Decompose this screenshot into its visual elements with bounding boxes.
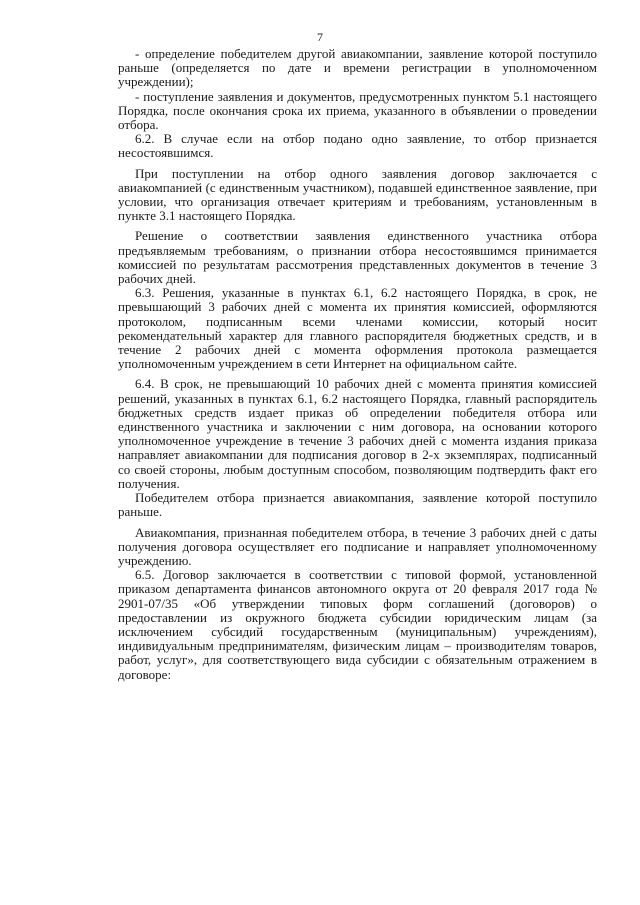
paragraph: - определение победителем другой авиакомпании, заявление которой поступило раньше (определяется по дате и времени регистрации в уполномоченном учреждении); (118, 46, 597, 90)
paragraph: При поступлении на отбор одного заявления договор заключается с авиакомпанией (с единственным участником), подавшей единственное заявление, при условии, что организация отвечает критериям и требованиям, установленным в пункте 3.1 настоящего Порядка. (118, 165, 597, 224)
document-body (118, 47, 597, 682)
paragraph: Авиакомпания, признанная победителем отбора, в течение 3 рабочих дней с даты получения договора осуществляет его подписание и направляет уполномоченному учреждению. (118, 524, 597, 568)
paragraph: Победителем отбора признается авиакомпания, заявление которой поступило раньше. (118, 490, 597, 520)
paragraph: Решение о соответствии заявления единственного участника отбора предъявляемым требованиям, о признании отбора несостоявшимся принимается комиссией по результатам рассмотрения представленных документов в течение 3 рабочих дней. (118, 228, 597, 287)
paragraph: 6.2. В случае если на отбор подано одно заявление, то отбор признается несостоявшимся. (118, 131, 597, 161)
paragraph: 6.4. В срок, не превышающий 10 рабочих дней с момента принятия комиссией решений, указанных в пунктах 6.1, 6.2 настоящего Порядка, главный распорядитель бюджетных средств издает приказ об определении победителя отбора или единственного участника и заключении с ним договора, на основании которого уполномоченное учреждение в течение 3 рабочих дней с момента издания приказа направляет авиакомпании для подписания договор в 2-х экземплярах, подписанный со своей стороны, любым доступным способом, позволяющим подтвердить факт его получения. (118, 376, 597, 491)
paragraph: 6.5. Договор заключается в соответствии с типовой формой, установленной приказом департамента финансов автономного округа от 20 февраля 2017 года № 2901-07/35 «Об утверждении типовых форм соглашений (договоров) о предоставлении из окружного бюджета субсидии юридическим лицам (за исключением субсидий государственным (муниципальным) учреждениям), индивидуальным предпринимателям, физическим лицам – производителям товаров, работ, услуг», для соответствующего вида субсидии с обязательным отражением в договоре: (118, 567, 597, 682)
paragraph: 6.3. Решения, указанные в пунктах 6.1, 6.2 настоящего Порядка, в срок, не превышающий 3 рабочих дней с момента их принятия комиссией, оформляются протоколом, подписанным всеми членами комиссии, который носит рекомендательный характер для главного распорядителя бюджетных средств, и в течение 2 рабочих дней с момента оформления протокола размещается уполномоченным учреждением в сети Интернет на официальном сайте. (118, 285, 597, 372)
paragraph: - поступление заявления и документов, предусмотренных пунктом 5.1 настоящего Порядка, после окончания срока их приема, указанного в объявлении о проведении отбора. (118, 88, 597, 133)
page-number: 7 (317, 30, 323, 44)
